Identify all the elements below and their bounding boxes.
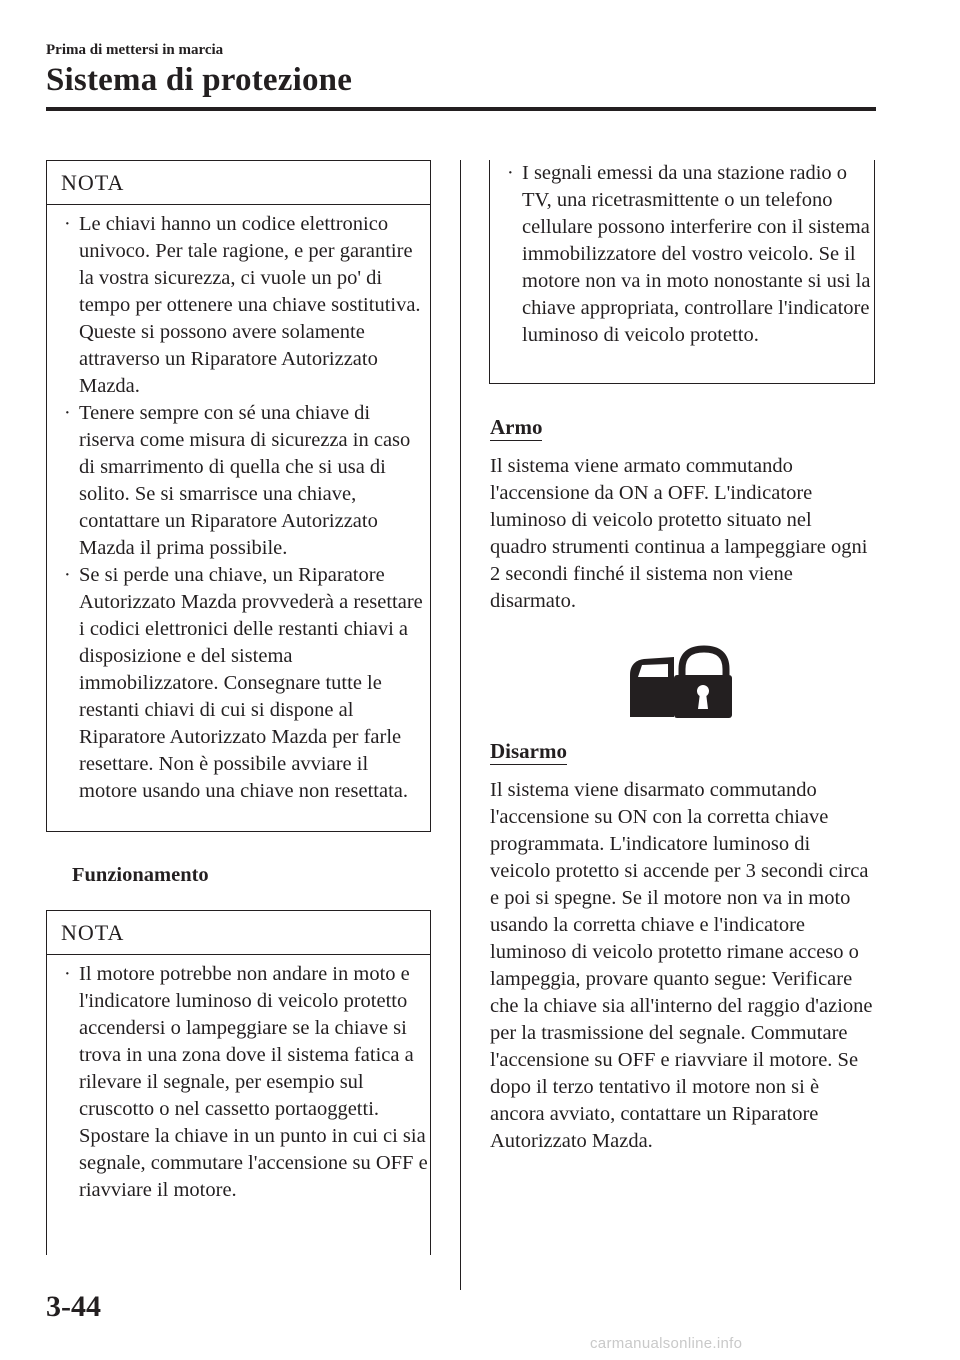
note-item: · Le chiavi hanno un codice elettronico univoco. Per tale ragione, e per garantire la vostra sicurezza, ci vuole un po' di tempo per ottenere una chiave sostitutiva. Queste si possono avere solamente attraverso un Riparatore Autorizzato Mazda. xyxy=(64,213,421,397)
note-label: NOTA xyxy=(47,161,430,205)
bullet-icon: · xyxy=(507,162,514,184)
note-list xyxy=(47,955,430,1204)
note-box-keys xyxy=(46,160,431,832)
bullet-icon: · xyxy=(64,402,71,424)
arming-text: Il sistema viene armato commutando l'accensione da ON a OFF. L'indicatore luminoso di veicolo protetto situato nel quadro strumenti continua a lampeggiare ogni 2 secondi finché il sistema non viene disarmato. xyxy=(490,455,868,612)
arming-heading-wrap xyxy=(490,415,542,440)
security-indicator-icon xyxy=(628,645,734,720)
bullet-icon: · xyxy=(64,564,71,586)
disarming-text: Il sistema viene disarmato commutando l'accensione su ON con la corretta chiave programmata. L'indicatore luminoso di veicolo protetto si accende per 3 secondi circa e poi si spegne. Se il motore non va in moto usando la corretta chiave e l'indicatore luminoso di veicolo protetto rimane acceso o lampeggia, provare quanto segue: Verificare che la chiave sia all'interno del raggio d'azione per la trasmissione del segnale. Commutare l'accensione su OFF e riavviare il motore. Se dopo il terzo tentativo il motore non si è ancora avviato, contattare un Riparatore Autorizzato Mazda. xyxy=(490,779,873,1152)
bullet-icon: · xyxy=(64,963,71,985)
disarming-heading-wrap xyxy=(490,739,567,764)
bullet-icon: · xyxy=(64,213,71,235)
section-breadcrumb: Prima di mettersi in marcia xyxy=(46,42,224,58)
column-divider xyxy=(460,160,461,1290)
page-title: Sistema di protezione xyxy=(46,62,353,98)
note-item: · I segnali emessi da una stazione radio o TV, una ricetrasmittente o un telefono cellulare possono interferire con il sistema immobilizzatore del vostro veicolo. Se il motore non va in moto nonostante si usi la chiave appropriata, controllare l'indicatore luminoso di veicolo protetto. xyxy=(507,162,871,346)
note-item: · Il motore potrebbe non andare in moto e l'indicatore luminoso di veicolo protetto accendersi o lampeggiare se la chiave si trova in una zona dove il sistema fatica a rilevare il segnale, per esempio sul cruscotto o nel cassetto portaoggetti. Spostare la chiave in un punto in cui ci sia segnale, commutare l'accensione su OFF e riavviare il motore. xyxy=(64,963,428,1201)
note-list xyxy=(490,160,874,349)
note-item: · Se si perde una chiave, un Riparatore Autorizzato Mazda provvederà a resettare i codici elettronici delle restanti chiavi a disposizione e del sistema immobilizzatore. Consegnare tutte le restanti chiavi di cui si dispone al Riparatore Autorizzato Mazda per farle resettare. Non è possibile avviare il motore usando una chiave non resettata. xyxy=(64,564,423,802)
watermark: carmanualsonline.info xyxy=(590,1335,743,1352)
operation-heading: Funzionamento xyxy=(72,864,209,886)
note-label: NOTA xyxy=(47,911,430,955)
note-box-interference xyxy=(489,160,875,384)
note-box-signal xyxy=(46,910,431,1255)
header-rule xyxy=(46,107,876,111)
page-number: 3-44 xyxy=(46,1290,101,1323)
disarming-heading: Disarmo xyxy=(490,739,567,763)
note-item: · Tenere sempre con sé una chiave di riserva come misura di sicurezza in caso di smarrimento di quella che si usa di solito. Se si smarrisce una chiave, contattare un Riparatore Autorizzato Mazda il prima possibile. xyxy=(64,402,411,559)
arming-heading: Armo xyxy=(490,415,543,439)
note-list xyxy=(47,205,430,805)
